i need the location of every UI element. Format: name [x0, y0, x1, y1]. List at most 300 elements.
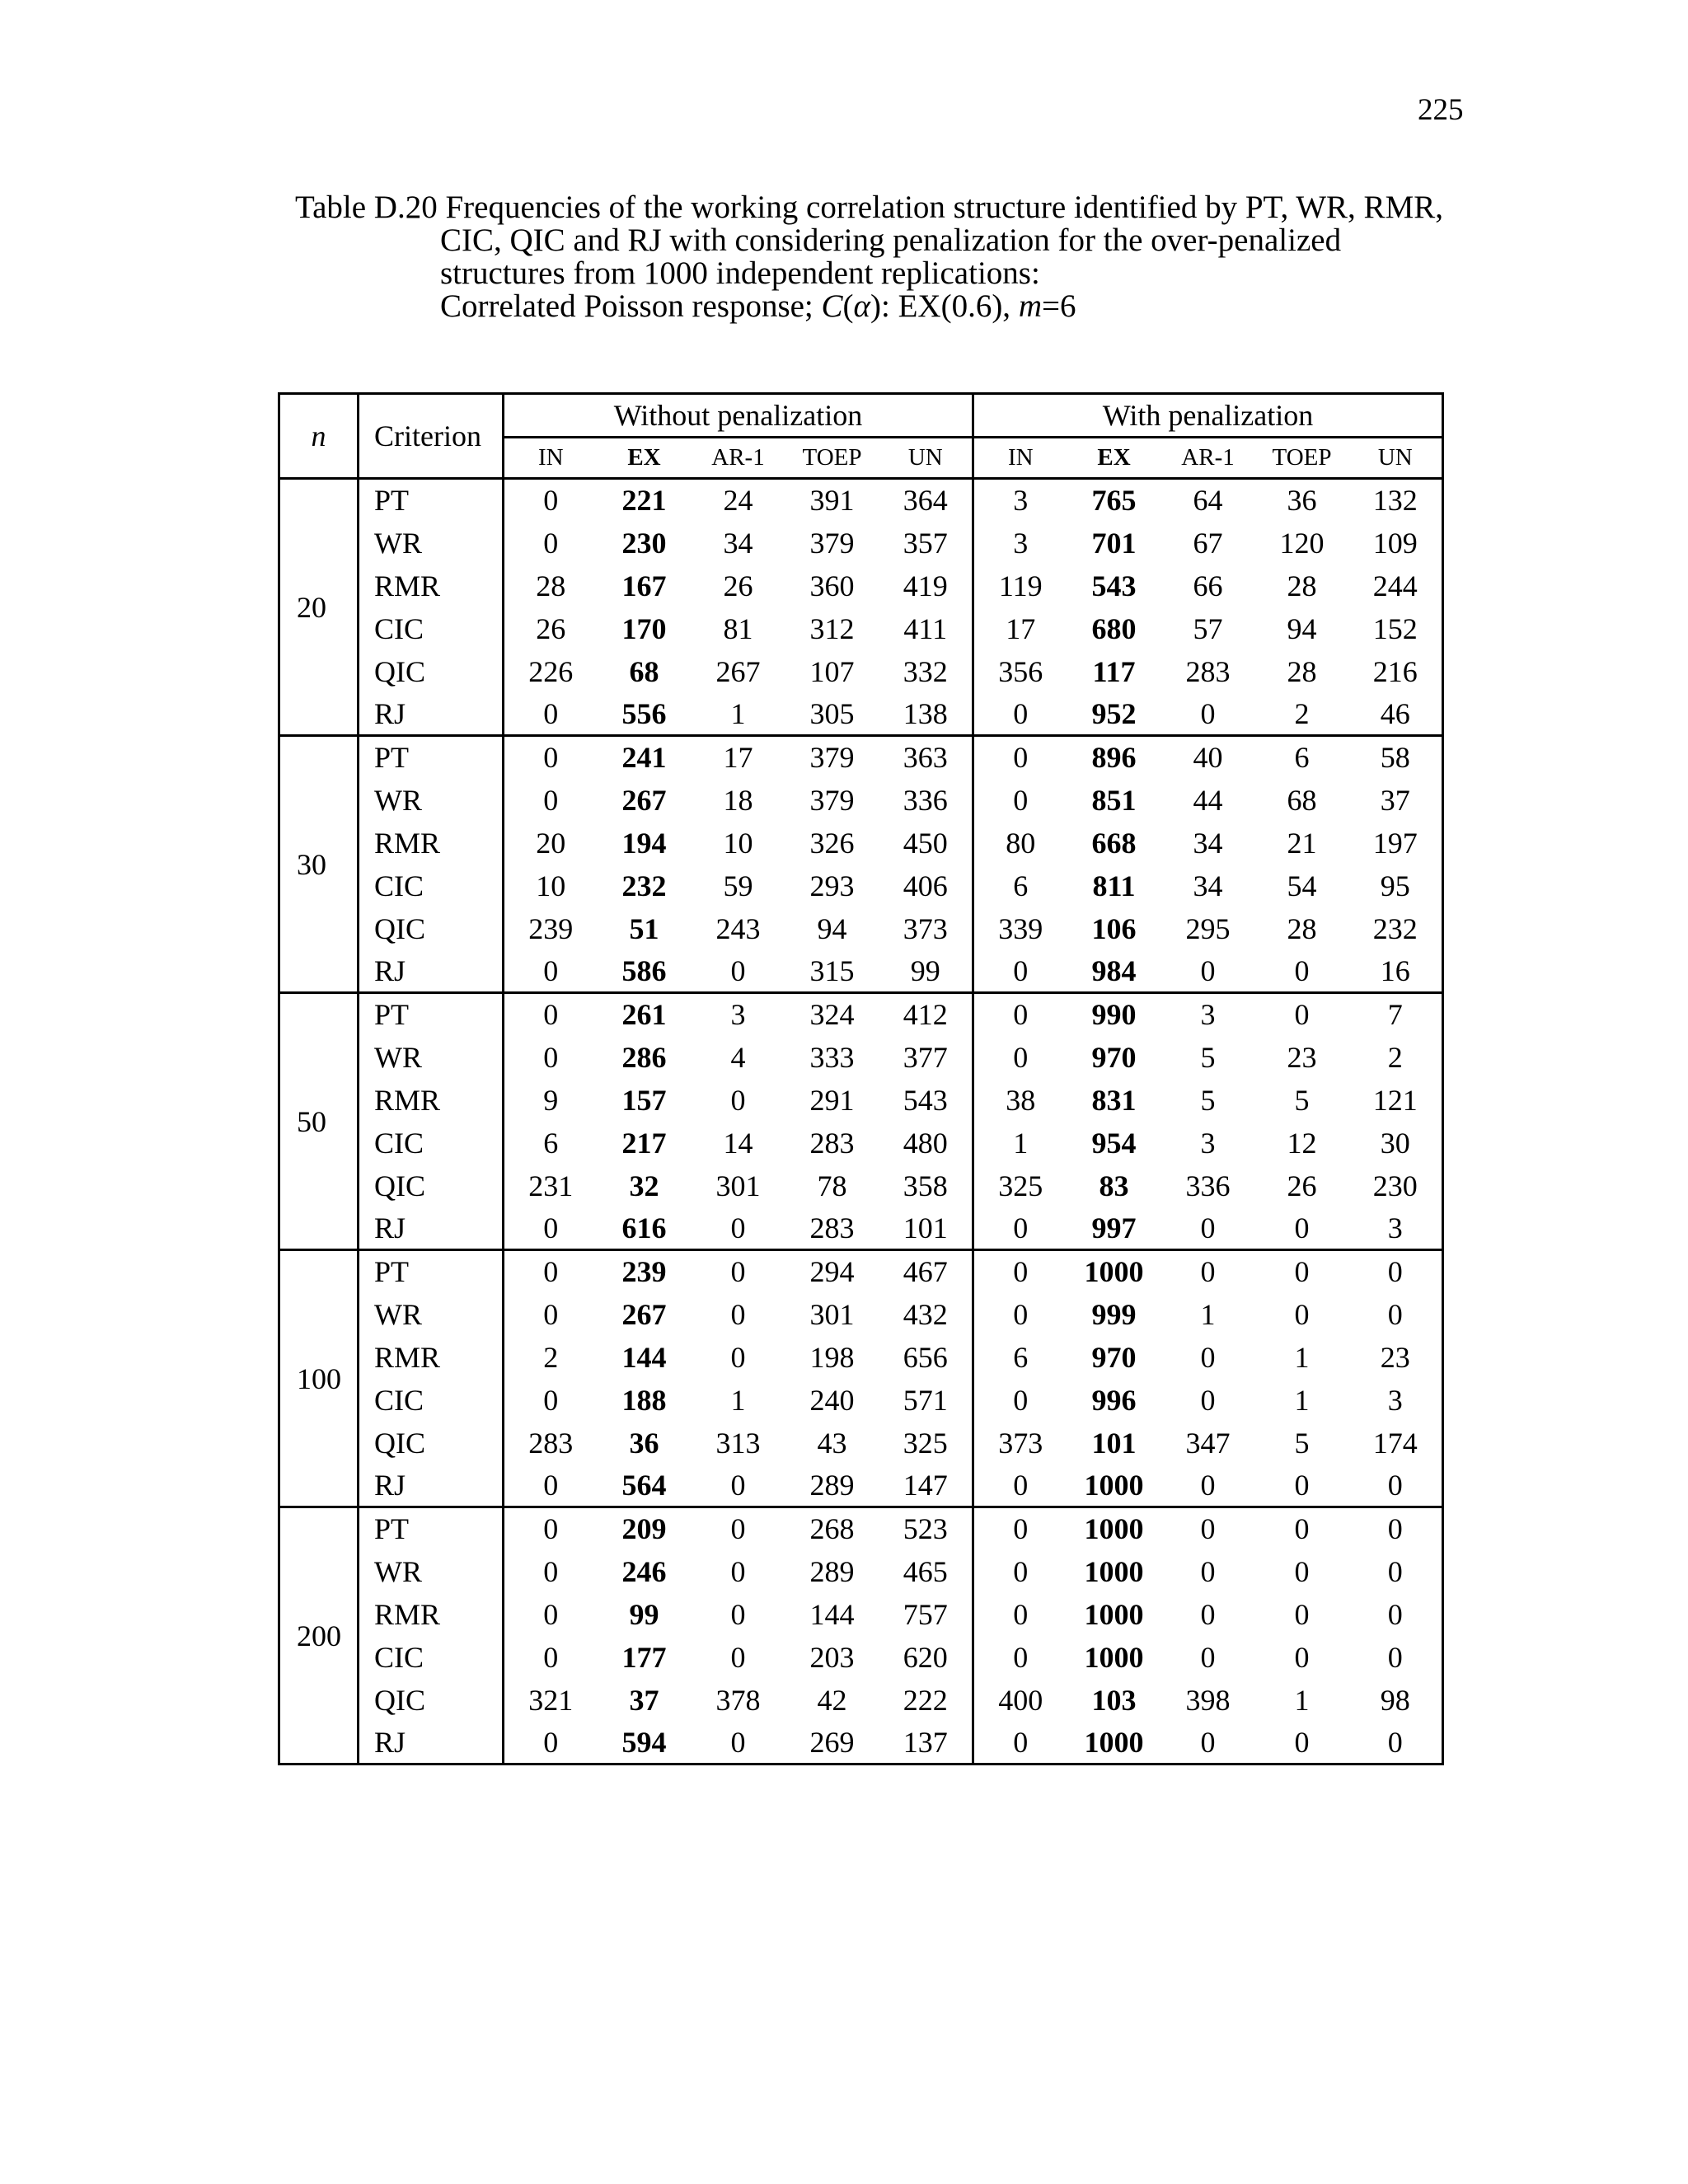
criterion-cell: CIC — [359, 607, 504, 650]
table-row — [279, 1379, 1443, 1422]
n-value: 30 — [279, 736, 359, 993]
column-header: EX — [598, 438, 692, 479]
value-cell: 59 — [723, 869, 753, 902]
value-cell: 107 — [809, 654, 855, 688]
value-cell: 99 — [629, 1597, 659, 1631]
criterion-cell: PT — [359, 1507, 504, 1550]
value-cell: 17 — [973, 607, 1067, 650]
value-cell: 0 — [1255, 993, 1349, 1036]
value-cell: 0 — [1200, 1640, 1216, 1674]
value-cell: 243 — [715, 912, 761, 945]
value-cell: 246 — [621, 1554, 667, 1588]
value-cell: 144 — [621, 1340, 667, 1374]
value-cell: 43 — [817, 1426, 847, 1460]
value-cell: 347 — [1185, 1426, 1231, 1460]
value-cell: 0 — [1294, 1597, 1310, 1631]
table-row — [279, 1336, 1443, 1379]
value-cell: 357 — [903, 526, 948, 560]
value-cell: 98 — [1380, 1683, 1410, 1717]
table-row — [279, 1636, 1443, 1679]
value-cell: 1000 — [1067, 1507, 1161, 1550]
value-cell: 0 — [973, 1465, 1067, 1507]
value-cell: 0 — [1161, 1507, 1255, 1550]
table-row — [279, 1250, 1443, 1293]
value-cell: 0 — [1294, 1554, 1310, 1588]
value-cell: 18 — [723, 783, 753, 817]
value-cell: 400 — [973, 1679, 1067, 1722]
value-cell: 373 — [973, 1422, 1067, 1465]
value-cell: 2 — [1387, 1040, 1403, 1074]
value-cell: 326 — [809, 826, 855, 860]
value-cell: 0 — [1387, 1640, 1403, 1674]
value-cell: 40 — [1161, 736, 1255, 779]
value-cell: 289 — [809, 1468, 855, 1502]
value-cell: 0 — [1200, 1597, 1216, 1631]
table-row — [279, 479, 1443, 522]
value-cell: 226 — [504, 650, 598, 693]
value-cell: 0 — [1200, 1554, 1216, 1588]
value-cell: 954 — [1091, 1126, 1137, 1160]
value-cell: 0 — [1294, 1725, 1310, 1759]
value-cell: 339 — [973, 907, 1067, 950]
value-cell: 37 — [1380, 783, 1410, 817]
value-cell: 0 — [504, 1036, 598, 1079]
value-cell: 283 — [504, 1422, 598, 1465]
value-cell: 0 — [504, 1593, 598, 1636]
value-cell: 34 — [1193, 869, 1223, 902]
value-cell: 28 — [1287, 654, 1317, 688]
value-cell: 152 — [1372, 612, 1418, 645]
value-cell: 321 — [504, 1679, 598, 1722]
table-row — [279, 1722, 1443, 1765]
value-cell: 36 — [629, 1426, 659, 1460]
value-cell: 3 — [973, 522, 1067, 565]
table-row — [279, 822, 1443, 865]
value-cell: 267 — [715, 654, 761, 688]
page-number: 225 — [1418, 93, 1464, 127]
value-cell: 1 — [973, 1122, 1067, 1165]
value-cell: 68 — [1287, 783, 1317, 817]
value-cell: 333 — [809, 1040, 855, 1074]
value-cell: 0 — [692, 1250, 785, 1293]
value-cell: 336 — [1185, 1169, 1231, 1202]
value-cell: 543 — [903, 1083, 948, 1117]
value-cell: 379 — [785, 736, 879, 779]
value-cell: 757 — [903, 1597, 948, 1631]
value-cell: 1000 — [1084, 1468, 1144, 1502]
value-cell: 0 — [504, 1550, 598, 1593]
value-cell: 556 — [621, 696, 667, 730]
value-cell: 289 — [809, 1554, 855, 1588]
value-cell: 1 — [730, 696, 746, 730]
value-cell: 324 — [785, 993, 879, 1036]
criterion-cell: RMR — [359, 822, 504, 865]
value-cell: 194 — [621, 826, 667, 860]
value-cell: 0 — [1387, 1297, 1403, 1331]
n-value: 50 — [279, 993, 359, 1250]
value-cell: 301 — [715, 1169, 761, 1202]
caption-line-4-suffix: =6 — [1041, 288, 1076, 324]
value-cell: 117 — [1092, 654, 1136, 688]
value-cell: 0 — [973, 1293, 1067, 1336]
value-cell: 42 — [817, 1683, 847, 1717]
value-cell: 656 — [903, 1340, 948, 1374]
value-cell: 543 — [1091, 569, 1137, 602]
value-cell: 230 — [1372, 1169, 1418, 1202]
criterion-cell: PT — [359, 479, 504, 522]
value-cell: 51 — [629, 912, 659, 945]
value-cell: 197 — [1372, 826, 1418, 860]
value-cell: 564 — [621, 1468, 667, 1502]
value-cell: 103 — [1091, 1683, 1137, 1717]
value-cell: 0 — [504, 479, 598, 522]
value-cell: 269 — [809, 1725, 855, 1759]
value-cell: 217 — [621, 1126, 667, 1160]
value-cell: 0 — [973, 993, 1067, 1036]
criterion-header: Criterion — [359, 394, 504, 479]
criterion-cell: RMR — [359, 565, 504, 607]
value-cell: 2 — [504, 1336, 598, 1379]
value-cell: 896 — [1067, 736, 1161, 779]
value-cell: 0 — [973, 736, 1067, 779]
value-cell: 120 — [1279, 526, 1325, 560]
value-cell: 450 — [903, 826, 948, 860]
value-cell: 203 — [809, 1640, 855, 1674]
value-cell: 222 — [903, 1683, 948, 1717]
caption-line-4-mid: ): EX(0.6), — [870, 288, 1019, 324]
value-cell: 301 — [809, 1297, 855, 1331]
value-cell: 78 — [817, 1169, 847, 1202]
n-value: 100 — [279, 1250, 359, 1507]
table-row — [279, 779, 1443, 822]
value-cell: 24 — [692, 479, 785, 522]
value-cell: 4 — [730, 1040, 746, 1074]
value-cell: 95 — [1380, 869, 1410, 902]
criterion-cell: RJ — [359, 693, 504, 736]
value-cell: 312 — [809, 612, 855, 645]
criterion-cell: PT — [359, 1250, 504, 1293]
criterion-cell: QIC — [359, 650, 504, 693]
value-cell: 26 — [504, 607, 598, 650]
criterion-cell: WR — [359, 779, 504, 822]
caption-line-3: structures from 1000 independent replications: — [440, 255, 1040, 291]
value-cell: 419 — [903, 569, 948, 602]
value-cell: 360 — [809, 569, 855, 602]
value-cell: 38 — [973, 1079, 1067, 1122]
value-cell: 0 — [973, 1593, 1067, 1636]
value-cell: 0 — [1200, 1340, 1216, 1374]
value-cell: 174 — [1372, 1426, 1418, 1460]
table-body — [279, 479, 1443, 1765]
criterion-cell: WR — [359, 1293, 504, 1336]
value-cell: 294 — [785, 1250, 879, 1293]
value-cell: 106 — [1091, 912, 1137, 945]
table-row — [279, 1122, 1443, 1165]
value-cell: 3 — [692, 993, 785, 1036]
value-cell: 0 — [1200, 1383, 1216, 1417]
criterion-cell: RJ — [359, 1722, 504, 1765]
criterion-cell: QIC — [359, 907, 504, 950]
value-cell: 30 — [1380, 1126, 1410, 1160]
column-header: TOEP — [785, 438, 879, 479]
value-cell: 44 — [1193, 783, 1223, 817]
with-penalization-header: With penalization — [973, 394, 1443, 438]
value-cell: 3 — [1200, 1126, 1216, 1160]
criterion-cell: WR — [359, 1036, 504, 1079]
value-cell: 0 — [973, 1722, 1067, 1765]
value-cell: 364 — [879, 479, 973, 522]
value-cell: 94 — [817, 912, 847, 945]
value-cell: 0 — [504, 522, 598, 565]
value-cell: 315 — [809, 954, 855, 987]
value-cell: 34 — [723, 526, 753, 560]
value-cell: 616 — [621, 1211, 667, 1244]
column-header: TOEP — [1255, 438, 1349, 479]
value-cell: 3 — [973, 479, 1067, 522]
value-cell: 990 — [1067, 993, 1161, 1036]
value-cell: 54 — [1287, 869, 1317, 902]
caption-c-symbol: C — [821, 288, 843, 324]
value-cell: 984 — [1091, 954, 1137, 987]
value-cell: 34 — [1193, 826, 1223, 860]
value-cell: 305 — [809, 696, 855, 730]
value-cell: 970 — [1091, 1040, 1137, 1074]
value-cell: 20 — [504, 822, 598, 865]
value-cell: 58 — [1349, 736, 1443, 779]
value-cell: 0 — [504, 693, 598, 736]
value-cell: 358 — [903, 1169, 948, 1202]
value-cell: 313 — [715, 1426, 761, 1460]
value-cell: 240 — [809, 1383, 855, 1417]
value-cell: 0 — [1387, 1597, 1403, 1631]
value-cell: 0 — [504, 779, 598, 822]
criterion-cell: QIC — [359, 1165, 504, 1207]
table-row — [279, 1165, 1443, 1207]
value-cell: 0 — [730, 954, 746, 987]
table-row — [279, 1550, 1443, 1593]
value-cell: 0 — [1200, 696, 1216, 730]
value-cell: 1 — [1294, 1683, 1310, 1717]
value-cell: 997 — [1091, 1211, 1137, 1244]
column-header: IN — [504, 438, 598, 479]
column-header: EX — [1067, 438, 1161, 479]
value-cell: 406 — [903, 869, 948, 902]
value-cell: 0 — [1349, 1507, 1443, 1550]
value-cell: 0 — [1200, 954, 1216, 987]
value-cell: 378 — [715, 1683, 761, 1717]
value-cell: 765 — [1067, 479, 1161, 522]
value-cell: 0 — [730, 1468, 746, 1502]
table-row — [279, 907, 1443, 950]
value-cell: 0 — [504, 1250, 598, 1293]
value-cell: 0 — [1294, 1211, 1310, 1244]
criterion-cell: CIC — [359, 1122, 504, 1165]
caption-line-1: Table D.20 Frequencies of the working correlation structure identified by PT, WR, RMR, — [295, 190, 1444, 225]
value-cell: 1 — [730, 1383, 746, 1417]
value-cell: 0 — [973, 1207, 1067, 1250]
value-cell: 0 — [973, 1507, 1067, 1550]
value-cell: 0 — [1349, 1250, 1443, 1293]
value-cell: 0 — [1387, 1468, 1403, 1502]
value-cell: 1000 — [1084, 1554, 1144, 1588]
table-row — [279, 607, 1443, 650]
caption-m-symbol: m — [1018, 288, 1042, 324]
column-header: UN — [1349, 438, 1443, 479]
value-cell: 221 — [598, 479, 692, 522]
table-row — [279, 1207, 1443, 1250]
value-cell: 66 — [1193, 569, 1223, 602]
value-cell: 1000 — [1084, 1725, 1144, 1759]
value-cell: 239 — [504, 907, 598, 950]
value-cell: 0 — [504, 1207, 598, 1250]
value-cell: 586 — [621, 954, 667, 987]
value-cell: 523 — [879, 1507, 973, 1550]
value-cell: 0 — [504, 1507, 598, 1550]
table-caption — [295, 191, 1490, 323]
value-cell: 467 — [879, 1250, 973, 1293]
value-cell: 6 — [1255, 736, 1349, 779]
value-cell: 0 — [973, 1036, 1067, 1079]
value-cell: 232 — [621, 869, 667, 902]
value-cell: 57 — [1193, 612, 1223, 645]
value-cell: 291 — [809, 1083, 855, 1117]
value-cell: 12 — [1287, 1126, 1317, 1160]
value-cell: 851 — [1091, 783, 1137, 817]
value-cell: 325 — [973, 1165, 1067, 1207]
value-cell: 32 — [629, 1169, 659, 1202]
value-cell: 0 — [1200, 1725, 1216, 1759]
value-cell: 3 — [1387, 1383, 1403, 1417]
value-cell: 3 — [1387, 1211, 1403, 1244]
value-cell: 26 — [723, 569, 753, 602]
value-cell: 188 — [621, 1383, 667, 1417]
criterion-cell: WR — [359, 522, 504, 565]
value-cell: 216 — [1372, 654, 1418, 688]
value-cell: 101 — [1091, 1426, 1137, 1460]
value-cell: 283 — [809, 1126, 855, 1160]
value-cell: 0 — [1387, 1725, 1403, 1759]
criterion-cell: PT — [359, 736, 504, 779]
table-row — [279, 1036, 1443, 1079]
value-cell: 36 — [1255, 479, 1349, 522]
value-cell: 232 — [1372, 912, 1418, 945]
value-cell: 701 — [1091, 526, 1137, 560]
value-cell: 680 — [1091, 612, 1137, 645]
value-cell: 283 — [1185, 654, 1231, 688]
value-cell: 0 — [1255, 1250, 1349, 1293]
criterion-cell: RMR — [359, 1593, 504, 1636]
value-cell: 0 — [730, 1297, 746, 1331]
value-cell: 0 — [973, 1379, 1067, 1422]
value-cell: 21 — [1287, 826, 1317, 860]
value-cell: 119 — [973, 565, 1067, 607]
value-cell: 391 — [785, 479, 879, 522]
value-cell: 0 — [730, 1597, 746, 1631]
value-cell: 177 — [621, 1640, 667, 1674]
value-cell: 373 — [903, 912, 948, 945]
value-cell: 28 — [1287, 912, 1317, 945]
value-cell: 6 — [973, 865, 1067, 907]
value-cell: 1000 — [1067, 1250, 1161, 1293]
value-cell: 7 — [1349, 993, 1443, 1036]
value-cell: 1 — [1294, 1340, 1310, 1374]
value-cell: 0 — [1294, 1640, 1310, 1674]
value-cell: 109 — [1372, 526, 1418, 560]
value-cell: 231 — [504, 1165, 598, 1207]
value-cell: 0 — [504, 1722, 598, 1765]
column-header: AR-1 — [692, 438, 785, 479]
value-cell: 996 — [1091, 1383, 1137, 1417]
value-cell: 81 — [723, 612, 753, 645]
table-row — [279, 522, 1443, 565]
value-cell: 379 — [809, 783, 855, 817]
value-cell: 0 — [973, 1636, 1067, 1679]
criterion-cell: QIC — [359, 1679, 504, 1722]
value-cell: 0 — [692, 1507, 785, 1550]
n-value: 200 — [279, 1507, 359, 1765]
value-cell: 167 — [621, 569, 667, 602]
value-cell: 80 — [973, 822, 1067, 865]
table-row — [279, 1679, 1443, 1722]
n-value: 20 — [279, 479, 359, 736]
column-header: IN — [973, 438, 1067, 479]
value-cell: 411 — [903, 612, 948, 645]
value-cell: 356 — [973, 650, 1067, 693]
criterion-cell: RMR — [359, 1336, 504, 1379]
value-cell: 268 — [785, 1507, 879, 1550]
value-cell: 157 — [621, 1083, 667, 1117]
value-cell: 332 — [903, 654, 948, 688]
value-cell: 267 — [621, 783, 667, 817]
value-cell: 28 — [1287, 569, 1317, 602]
value-cell: 283 — [809, 1211, 855, 1244]
table-row — [279, 1507, 1443, 1550]
value-cell: 16 — [1380, 954, 1410, 987]
value-cell: 147 — [903, 1468, 948, 1502]
value-cell: 432 — [903, 1297, 948, 1331]
value-cell: 10 — [504, 865, 598, 907]
caption-open-paren: ( — [842, 288, 854, 324]
value-cell: 99 — [910, 954, 940, 987]
value-cell: 3 — [1161, 993, 1255, 1036]
value-cell: 0 — [504, 736, 598, 779]
value-cell: 5 — [1200, 1083, 1216, 1117]
criterion-cell: CIC — [359, 1379, 504, 1422]
value-cell: 379 — [809, 526, 855, 560]
table-row — [279, 565, 1443, 607]
value-cell: 261 — [598, 993, 692, 1036]
table-row — [279, 865, 1443, 907]
value-cell: 620 — [903, 1640, 948, 1674]
value-cell: 101 — [903, 1211, 948, 1244]
value-cell: 412 — [879, 993, 973, 1036]
value-cell: 244 — [1372, 569, 1418, 602]
value-cell: 970 — [1091, 1340, 1137, 1374]
value-cell: 0 — [973, 779, 1067, 822]
value-cell: 144 — [809, 1597, 855, 1631]
caption-line-2: CIC, QIC and RJ with considering penalization for the over-penalized — [440, 223, 1342, 258]
value-cell: 668 — [1091, 826, 1137, 860]
caption-alpha-symbol: α — [853, 288, 871, 324]
value-cell: 0 — [504, 1465, 598, 1507]
frequency-table — [278, 392, 1444, 1765]
value-cell: 377 — [903, 1040, 948, 1074]
value-cell: 480 — [903, 1126, 948, 1160]
table-row — [279, 1465, 1443, 1507]
value-cell: 83 — [1099, 1169, 1129, 1202]
value-cell: 5 — [1294, 1083, 1310, 1117]
value-cell: 6 — [973, 1336, 1067, 1379]
